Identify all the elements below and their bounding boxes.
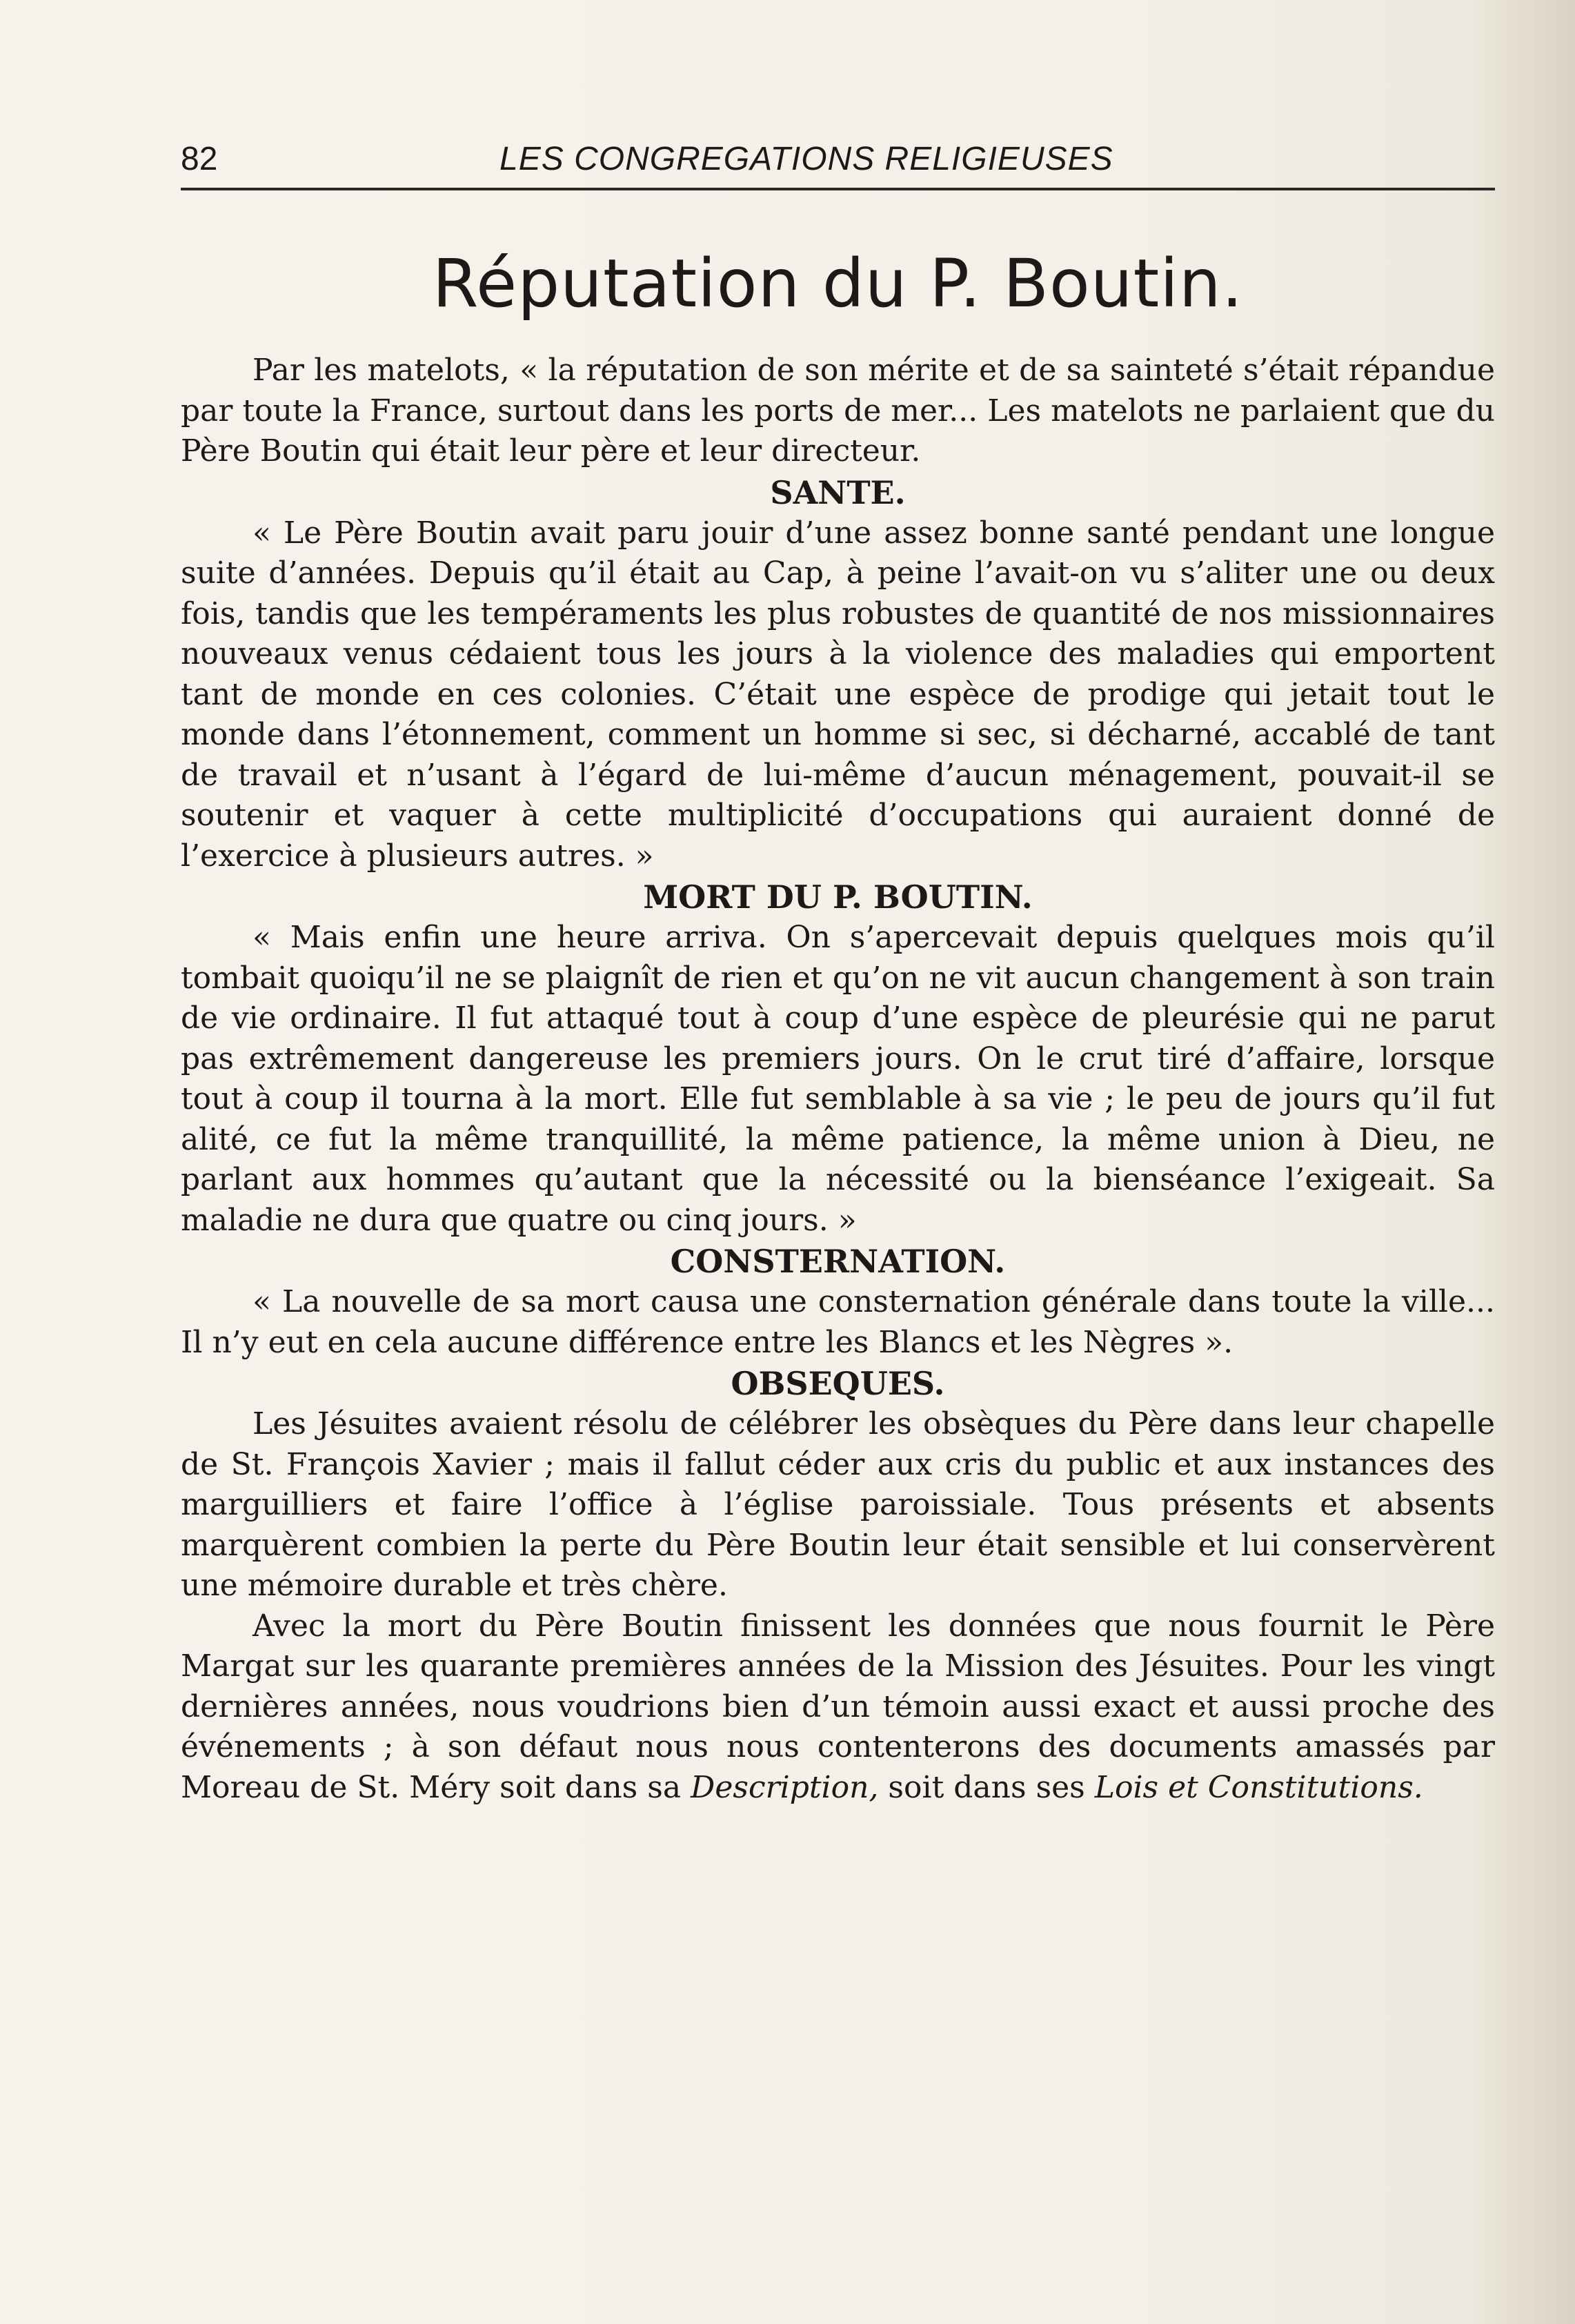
page-number: 82 (181, 141, 218, 177)
closing-italic-lois: Lois et Constitutions. (1094, 1769, 1423, 1805)
section-heading-sante: SANTE. (770, 473, 906, 511)
section-paragraph-sante: « Le Père Boutin avait paru jouir d’une assez bonne santé pendant une longue suite d’années. Depuis qu’il était au Cap, à peine l’avait-on vu s’aliter une ou deux fois, tandis que les tempéraments les plus robustes de quantité de nos missionnaires nouveaux venus cédaient tous les jours à la violence des maladies qui emportent tant de monde en ces colonies. C’était une espèce de prodige qui jetait tout le monde dans l’étonnement, comment un homme si sec, si décharné, accablé de tant de travail et n’usant à l’égard de lui-même d’aucun ménagement, pouvait-il se soutenir et vaquer à cette multiplicité d’occupations qui auraient donné de l’exercice à plusieurs autres. » (181, 515, 1495, 874)
closing-text-middle: soit dans ses (878, 1769, 1095, 1805)
section-paragraph-obseques: Les Jésuites avaient résolu de célébrer les obsèques du Père dans leur chapelle de St. François Xavier ; mais il fallut céder aux cris du public et aux instances des marguilliers et faire l’office à l’église paroissiale. Tous présents et absents marquèrent combien la perte du Père Boutin leur était sensible et lui conservèrent une mémoire durable et très chère. (181, 1406, 1495, 1603)
section-heading-consternation: CONSTERNATION. (670, 1243, 1006, 1280)
section-heading-mort: MORT DU P. BOUTIN. (643, 878, 1033, 916)
running-title: LES CONGREGATIONS RELIGIEUSES (499, 141, 1113, 177)
page-title: Réputation du P. Boutin. (432, 245, 1244, 322)
closing-text-start: Avec la mort du Père Boutin finissent les données que nous fournit le Père Margat sur les quarante premières années de la Mission des Jésuites. Pour les vingt dernières années, nous voudrions bien d’un témoin aussi exact et aussi proche des événements ; à son défaut nous nous contenterons des documents amassés par Moreau de St. Méry soit dans sa (181, 1608, 1495, 1805)
closing-paragraph (181, 1606, 1495, 1809)
section-heading-obseques: OBSEQUES. (731, 1365, 945, 1402)
closing-italic-description: Description, (691, 1769, 879, 1805)
text-block (181, 131, 1495, 1808)
section-paragraph-consternation: « La nouvelle de sa mort causa une consternation générale dans toute la ville... Il n’y eut en cela aucune différence entre les Blancs et les Nègres ». (181, 1284, 1495, 1360)
section-paragraph-mort: « Mais enfin une heure arriva. On s’apercevait depuis quelques mois qu’il tombait quoiqu’il ne se plaignît de rien et qu’on ne vit aucun changement à son train de vie ordinaire. Il fut attaqué tout à coup d’une espèce de pleurésie qui ne parut pas extrêmement dangereuse les premiers jours. On le crut tiré d’affaire, lorsque tout à coup il tourna à la mort. Elle fut semblable à sa vie ; le peu de jours qu’il fut alité, ce fut la même tranquillité, la même patience, la même union à Dieu, ne parlant aux hommes qu’autant que la nécessité ou la bienséance l’exigeait. Sa maladie ne dura que quatre ou cinq jours. » (181, 920, 1495, 1238)
intro-paragraph: Par les matelots, « la réputation de son mérite et de sa sainteté s’était répandue par toute la France, surtout dans les ports de mer... Les matelots ne parlaient que du Père Boutin qui était leur père et leur directeur. (181, 353, 1495, 469)
running-head (181, 131, 1495, 190)
